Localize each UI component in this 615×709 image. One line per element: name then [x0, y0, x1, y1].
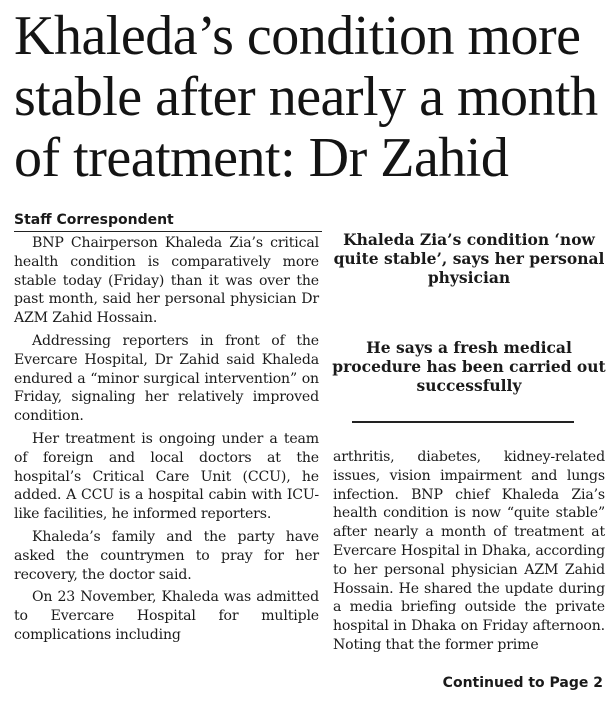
paragraph: Khaleda’s family and the party have asked the countrymen to pray for her recovery, the doctor said. [14, 528, 319, 583]
headline-line-1: Khaleda’s condition more [14, 5, 581, 67]
pullquote-divider [352, 421, 574, 423]
headline [14, 6, 606, 189]
headline-line-3: of treatment: Dr Zahid [14, 127, 509, 189]
paragraph: Her treatment is ongoing under a team of foreign and local doctors at the hospital’s Critical Care Unit (CCU), he added. A CCU is a hospital cabin with ICU-like facilities, he informed reporters. [14, 430, 319, 523]
headline-line-2: stable after nearly a month [14, 66, 598, 128]
paragraph: BNP Chairperson Khaleda Zia’s critical health condition is comparatively more stable today (Friday) than it was over the past month, said her personal physician Dr AZM Zahid Hossain. [14, 235, 319, 327]
article-left-column [14, 234, 319, 649]
byline-divider [14, 231, 322, 232]
article-right-column: arthritis, diabetes, kidney-related issues, vision impairment and lungs infection. BNP chief Khaleda Zia’s health condition is now “quite stable” after nearly a month of treatment at Evercare Hospital in Dhaka, according to her personal physician AZM Zahid Hossain. He shared the update during a media briefing outside the private hospital in Dhaka on Friday afternoon. Noting that the former prime [333, 449, 606, 653]
paragraph: Addressing reporters in front of the Evercare Hospital, Dr Zahid said Khaleda endured a “minor surgical intervention” on Friday, signaling her relatively improved condition. [14, 332, 319, 425]
continued-to-page-link[interactable]: Continued to Page 2 [442, 675, 603, 691]
pullquote-first: Khaleda Zia’s condition ‘now quite stable’, says her personal physician [333, 230, 605, 287]
paragraph: On 23 November, Khaleda was admitted to Evercare Hospital for multiple complications including [14, 589, 319, 643]
byline: Staff Correspondent [14, 212, 174, 228]
pullquote-second: He says a fresh medical procedure has been carried out successfully [332, 338, 606, 395]
